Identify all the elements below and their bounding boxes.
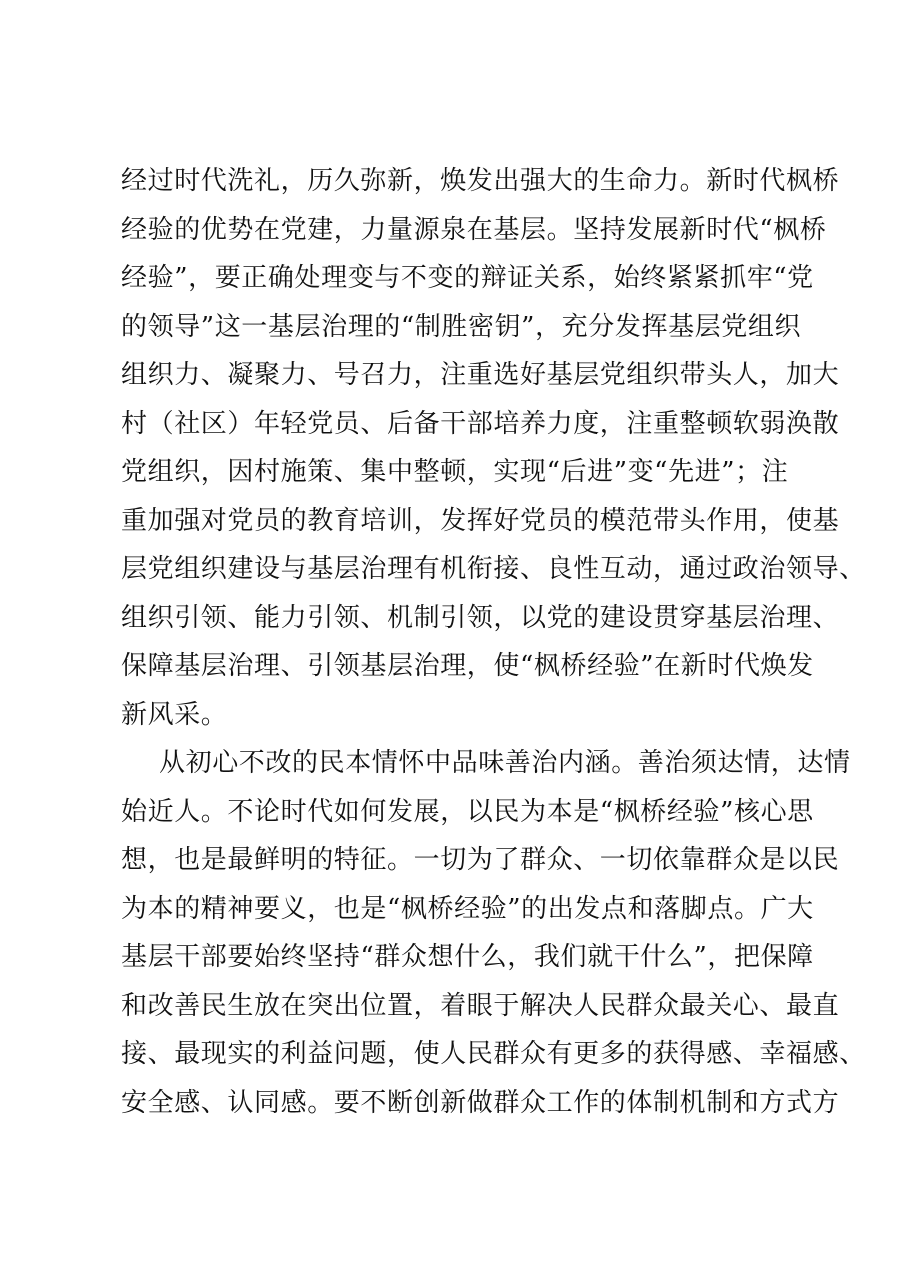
text-line: 新风采。 [121,699,228,730]
text-line: 安全感、认同感。要不断创新做群众工作的体制机制和方式方 [121,1087,840,1118]
text-line: 党组织，因村施策、集中整顿，实现“后进”变“先进”；注 [121,457,789,487]
text-line: 基层干部要始终坚持“群众想什么，我们就干什么”，把保障 [121,942,814,972]
text-line: 为本的精神要义，也是“枫桥经验”的出发点和落脚点。广大 [121,893,814,924]
text-line: 层党组织建设与基层治理有机衔接、良性互动，通过政治领导、 [121,554,866,584]
paragraph-continuation [121,157,866,739]
text-line: 和改善民生放在突出位置，着眼于解决人民群众最关心、最直 [121,990,840,1021]
paragraph-minben [121,739,866,1127]
text-line: 保障基层治理、引领基层治理，使“枫桥经验”在新时代焕发 [121,651,814,681]
text-line: 组织引领、能力引领、机制引领，以党的建设贯穿基层治理、 [121,602,840,633]
text-line: 经验”，要正确处理变与不变的辩证关系，始终紧紧抓牢“党 [121,263,814,293]
text-line: 组织力、凝聚力、号召力，注重选好基层党组织带头人，加大 [121,360,840,390]
text-line: 经验的优势在党建，力量源泉在基层。坚持发展新时代“枫桥 [121,214,827,245]
text-line: 重加强对党员的教育培训，发挥好党员的模范带头作用，使基 [121,505,840,536]
text-line: 的领导”这一基层治理的“制胜密钥”，充分发挥基层党组织 [121,311,802,342]
text-line: 经过时代洗礼，历久弥新，焕发出强大的生命力。新时代枫桥 [121,166,840,196]
text-line: 想，也是最鲜明的特征。一切为了群众、一切依靠群众是以民 [121,845,840,875]
body-text [121,157,866,1127]
text-line: 村（社区）年轻党员、后备干部培养力度，注重整顿软弱涣散 [121,408,840,439]
text-line: 始近人。不论时代如何发展，以民为本是“枫桥经验”核心思 [121,796,814,827]
text-line: 接、最现实的利益问题，使人民群众有更多的获得感、幸福感、 [121,1039,866,1069]
text-line-first: 从初心不改的民本情怀中品味善治内涵。善治须达情，达情 [159,748,851,778]
